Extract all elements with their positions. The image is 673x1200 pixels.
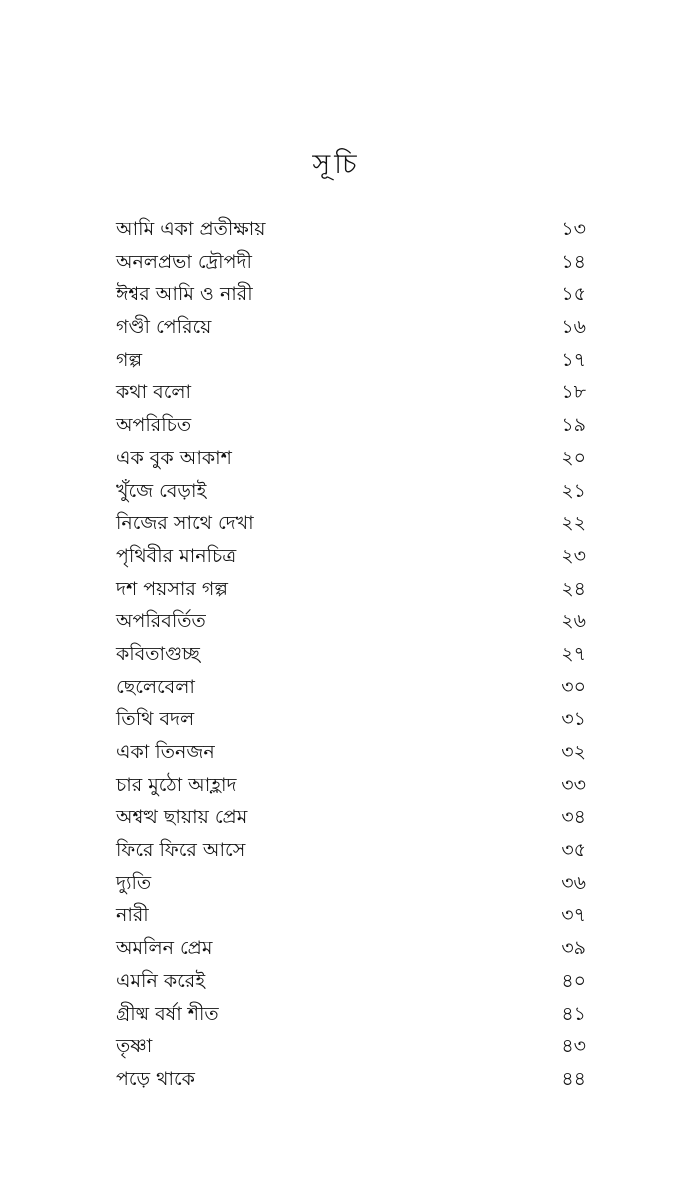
toc-entry-page: ৩৬ (561, 871, 586, 894)
toc-entry (116, 801, 586, 834)
toc-entry-page: ২৭ (561, 642, 586, 665)
toc-entry (116, 638, 586, 671)
toc-entry-page: ৪৩ (561, 1035, 586, 1058)
toc-entry-title: কথা বলো (116, 381, 192, 404)
toc-entry-title: চার মুঠো আহ্লাদ (116, 773, 237, 796)
toc-entry-page: ২৬ (561, 610, 586, 633)
toc-entry-page: ৩১ (561, 708, 586, 731)
toc-entry-page: ৪১ (561, 1002, 586, 1025)
toc-entry (116, 899, 586, 932)
toc-entry-title: এমনি করেই (116, 969, 206, 992)
toc-entry-title: অমলিন প্রেম (116, 937, 213, 960)
toc-entry (116, 278, 586, 311)
table-of-contents (116, 213, 586, 1096)
toc-entry (116, 246, 586, 279)
toc-entry-page: ৩৩ (561, 773, 586, 796)
toc-entry (116, 769, 586, 802)
toc-entry (116, 998, 586, 1031)
toc-entry-page: ২২ (561, 512, 586, 535)
toc-entry-title: একা তিনজন (116, 741, 215, 763)
toc-entry (116, 475, 586, 508)
toc-entry-title: দ্যুতি (116, 871, 152, 894)
toc-entry-page: ৩৯ (561, 937, 586, 960)
toc-entry-page: ৩৭ (561, 904, 586, 927)
toc-entry-page: ১৫ (561, 283, 586, 306)
toc-entry-title: নারী (116, 904, 149, 927)
toc-entry-title: অপরিবর্তিত (116, 610, 206, 633)
toc-entry (116, 932, 586, 965)
toc-entry-page: ৩০ (561, 675, 586, 698)
toc-entry (116, 703, 586, 736)
toc-entry-page: ২০ (561, 446, 586, 469)
toc-entry-page: ১৭ (561, 348, 586, 371)
toc-entry-page: ৩২ (561, 741, 586, 763)
toc-entry (116, 671, 586, 704)
toc-entry (116, 409, 586, 442)
toc-entry-title: গল্প (116, 348, 143, 371)
toc-entry-title: গ্রীষ্ম বর্ষা শীত (116, 1002, 219, 1025)
toc-entry-title: ঈশ্বর আমি ও নারী (116, 283, 253, 306)
toc-entry-title: ছেলেবেলা (116, 675, 195, 698)
toc-entry (116, 376, 586, 409)
toc-entry (116, 311, 586, 344)
toc-entry-title: খুঁজে বেড়াই (116, 479, 207, 502)
toc-entry (116, 965, 586, 998)
toc-entry (116, 540, 586, 573)
toc-entry-title: দশ পয়সার গল্প (116, 577, 228, 600)
toc-entry-page: ১৬ (561, 316, 586, 339)
toc-entry (116, 1030, 586, 1063)
toc-entry-title: তিথি বদল (116, 708, 195, 731)
toc-entry-page: ৪০ (561, 969, 586, 992)
toc-entry-title: অশ্বত্থ ছায়ায় প্রেম (116, 806, 248, 829)
toc-entry-page: ৩৫ (561, 839, 586, 862)
toc-entry-title: নিজের সাথে দেখা (116, 512, 254, 535)
toc-entry (116, 573, 586, 606)
toc-entry (116, 736, 586, 769)
page-title: সূচি (312, 149, 361, 180)
toc-entry-page: ১৯ (561, 414, 586, 437)
toc-entry-title: পৃথিবীর মানচিত্র (116, 544, 237, 567)
toc-entry-title: ফিরে ফিরে আসে (116, 839, 246, 862)
toc-entry-page: ২৩ (561, 544, 586, 567)
toc-entry (116, 605, 586, 638)
toc-entry-page: ২১ (561, 479, 586, 502)
toc-entry (116, 213, 586, 246)
toc-entry (116, 344, 586, 377)
toc-entry-page: ১৩ (561, 218, 586, 240)
toc-entry-page: ২৪ (561, 577, 586, 600)
toc-entry-page: ৩৪ (561, 806, 586, 829)
toc-entry (116, 867, 586, 900)
toc-entry-title: অপরিচিত (116, 414, 192, 437)
toc-entry (116, 507, 586, 540)
toc-entry-title: এক বুক আকাশ (116, 446, 232, 469)
toc-entry (116, 442, 586, 475)
toc-entry-page: ৪৪ (561, 1067, 586, 1090)
toc-entry-title: কবিতাগুচ্ছ (116, 642, 200, 665)
toc-entry (116, 1063, 586, 1096)
toc-entry-page: ১৮ (561, 381, 586, 404)
toc-entry-title: অনলপ্রভা দ্রৌপদী (116, 250, 252, 273)
toc-entry-title: আমি একা প্রতীক্ষায় (116, 218, 266, 240)
toc-entry-title: পড়ে থাকে (116, 1067, 195, 1090)
toc-entry-title: তৃষ্ণা (116, 1035, 153, 1058)
toc-entry (116, 834, 586, 867)
toc-entry-title: গণ্ডী পেরিয়ে (116, 316, 212, 339)
toc-entry-page: ১৪ (561, 250, 586, 273)
